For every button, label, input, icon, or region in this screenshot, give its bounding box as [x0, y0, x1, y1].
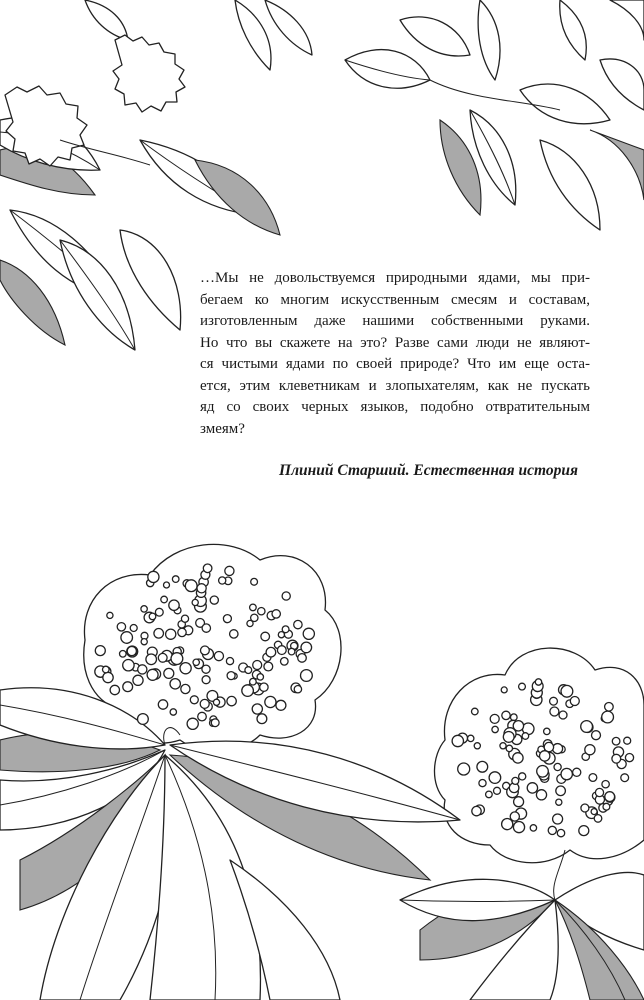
flower-bud [535, 679, 541, 685]
flower-bud [553, 814, 563, 824]
flower-bud [257, 714, 267, 724]
flower-bud [559, 711, 567, 719]
flower-bud [164, 668, 174, 678]
flower-bud [103, 672, 113, 682]
flower-bud [178, 628, 186, 636]
flower-bud [180, 663, 191, 674]
flower-bud [95, 646, 105, 656]
flower-bud [141, 606, 147, 612]
flower-bud [540, 751, 550, 761]
flower-bud [166, 629, 176, 639]
flower-bud [164, 582, 170, 588]
flower-bud [172, 576, 179, 583]
flower-bud [605, 703, 614, 712]
flower-bud [561, 768, 572, 779]
flower-bud [570, 697, 579, 706]
flower-bud [202, 624, 210, 632]
flower-bud [149, 613, 156, 620]
flower-bud [612, 754, 621, 763]
flower-bud [107, 612, 113, 618]
flower-bud [161, 596, 168, 603]
flower-bud [602, 781, 609, 788]
flower-bud [227, 696, 236, 705]
flower-bud [573, 768, 581, 776]
flower-bud [138, 714, 149, 725]
flower-bud [581, 721, 593, 733]
flower-bud [127, 647, 136, 656]
flower-bud [202, 665, 210, 673]
flower-bud [198, 712, 207, 721]
flower-bud [202, 676, 210, 684]
flower-bud [266, 647, 276, 657]
epigraph-quote [200, 268, 590, 440]
flower-bud [513, 753, 523, 763]
flower-bud [603, 803, 610, 810]
flower-bud [192, 599, 198, 605]
flower-bud [187, 718, 198, 729]
flower-bud [301, 642, 312, 653]
flower-bud [468, 735, 474, 741]
flower-bud [245, 667, 252, 674]
flower-bud [225, 566, 234, 575]
flower-bud [452, 735, 463, 746]
flower-bud [605, 792, 615, 802]
flower-bud [594, 815, 602, 823]
flower-bud [282, 592, 290, 600]
flower-bud [123, 682, 133, 692]
flower-bud [130, 625, 137, 632]
flower-bud [193, 659, 199, 665]
flower-bud [472, 708, 479, 715]
flower-bud [561, 685, 573, 697]
flower-bud [200, 699, 209, 708]
epigraph-line: Но что вы скажете на это? Разве сами люди не являют- [200, 334, 590, 351]
flower-bud [251, 578, 258, 585]
flower-bud [138, 665, 147, 674]
flower-bud [252, 704, 262, 714]
flower-bud [556, 799, 562, 805]
flower-bud [522, 733, 529, 740]
flower-bud [494, 787, 501, 794]
flower-bud [103, 666, 110, 673]
flower-bud [510, 812, 519, 821]
flower-bud [250, 678, 257, 685]
flower-bud [181, 615, 188, 622]
flower-bud [170, 679, 180, 689]
flower-bud [519, 773, 526, 780]
flower-bud [536, 790, 546, 800]
flower-bud [500, 743, 506, 749]
flower-bud [146, 654, 157, 665]
flower-bud [489, 772, 501, 784]
flower-bud [223, 615, 231, 623]
flower-bud [227, 672, 235, 680]
flower-bud [537, 766, 549, 778]
flower-bud [288, 648, 295, 655]
epigraph-line: ся чистыми ядами по своей природе? Что им еще оста- [200, 356, 590, 372]
flower-bud [242, 685, 254, 697]
flower-bud [506, 745, 512, 751]
flower-bud [513, 822, 524, 833]
flower-bud [272, 610, 280, 618]
flower-bud [158, 700, 167, 709]
flower-bud [201, 646, 210, 655]
flower-bud [110, 685, 119, 694]
flower-bud [595, 788, 603, 796]
flower-bud [276, 700, 286, 710]
flower-bud [158, 653, 167, 662]
flower-bud [211, 719, 219, 727]
flower-bud [155, 608, 163, 616]
flower-bud [147, 669, 158, 680]
flower-bud [511, 714, 518, 721]
flower-bud [230, 630, 238, 638]
flower-bud [519, 683, 526, 690]
flower-bud [472, 806, 481, 815]
flower-bud [258, 608, 265, 615]
flower-bud [133, 675, 143, 685]
flower-bud [120, 651, 127, 658]
epigraph-line: ется, этим клеветникам и злопыхателям, как не пускать [200, 377, 590, 394]
flower-bud [477, 761, 488, 772]
flower-bud [550, 697, 558, 705]
flower-bud [203, 564, 212, 573]
epigraph-line: изготовленным даже нашими собственными руками. [200, 313, 590, 329]
flower-bud [117, 623, 125, 631]
flower-bud [602, 711, 614, 723]
epigraph-line: змеям? [200, 420, 245, 437]
flower-bud [226, 658, 233, 665]
flower-bud [502, 711, 510, 719]
flower-bud [261, 632, 270, 641]
flower-bud [514, 797, 524, 807]
flower-bud [621, 774, 629, 782]
flower-bud [121, 632, 133, 644]
flower-bud [612, 737, 620, 745]
flower-bud [513, 721, 523, 731]
flower-bud [544, 728, 550, 734]
flower-bud [548, 826, 556, 834]
flower-bud [265, 696, 276, 707]
flower-bud [624, 737, 631, 744]
flower-bud [281, 658, 289, 666]
flower-bud [527, 783, 537, 793]
flower-bud [260, 683, 268, 691]
epigraph-line: бегаем ко многим искусственным смесям и составам, [200, 291, 590, 308]
flower-bud [197, 584, 206, 593]
flower-bud [148, 571, 159, 582]
bottom-flowering-shrub-illustration [0, 530, 644, 1000]
flower-bud [474, 743, 480, 749]
flower-bud [492, 726, 498, 732]
flower-bud [585, 745, 595, 755]
flower-bud [169, 600, 179, 610]
flower-bud [250, 604, 257, 611]
flower-bud [557, 829, 564, 836]
flower-bud [251, 614, 258, 621]
flower-bud [123, 660, 134, 671]
flower-bud [154, 629, 164, 639]
flower-bud [181, 684, 190, 693]
flower-bud [303, 628, 314, 639]
flower-bud [592, 731, 601, 740]
flower-bud [625, 754, 633, 762]
flower-bud [190, 696, 198, 704]
flower-bud [589, 774, 597, 782]
flower-bud [253, 661, 262, 670]
flower-bud [294, 620, 302, 628]
flower-bud [579, 826, 589, 836]
epigraph-line: …Мы не довольствуемся природными ядами, мы при- [200, 270, 590, 286]
flower-bud [501, 687, 507, 693]
flower-bud [550, 707, 559, 716]
flower-bud [141, 639, 147, 645]
flower-bud [171, 653, 183, 665]
flower-bud [210, 596, 218, 604]
flower-bud [301, 670, 313, 682]
flower-bud [479, 780, 486, 787]
flower-bud [185, 580, 197, 592]
flower-bud [553, 744, 563, 754]
flower-bud [264, 662, 273, 671]
flower-bud [554, 763, 561, 770]
flower-bud [556, 786, 566, 796]
flower-bud [581, 804, 589, 812]
flower-bud [257, 674, 263, 680]
flower-bud [282, 626, 289, 633]
flower-bud [219, 577, 226, 584]
flower-bud [213, 699, 219, 705]
flower-bud [486, 791, 493, 798]
flower-bud [277, 646, 286, 655]
flower-bud [298, 654, 307, 663]
flower-bud [512, 777, 519, 784]
flower-bud [591, 809, 597, 815]
flower-bud [458, 763, 470, 775]
flower-bud [294, 686, 301, 693]
epigraph-attribution: Плиний Старший. Естественная история [279, 462, 578, 479]
flower-bud [170, 709, 176, 715]
epigraph-line: яд со своих черных языков, подобно отвратительным [200, 399, 590, 415]
flower-bud [530, 825, 536, 831]
flower-bud [503, 732, 514, 743]
flower-bud [214, 652, 223, 661]
flower-bud [490, 714, 499, 723]
